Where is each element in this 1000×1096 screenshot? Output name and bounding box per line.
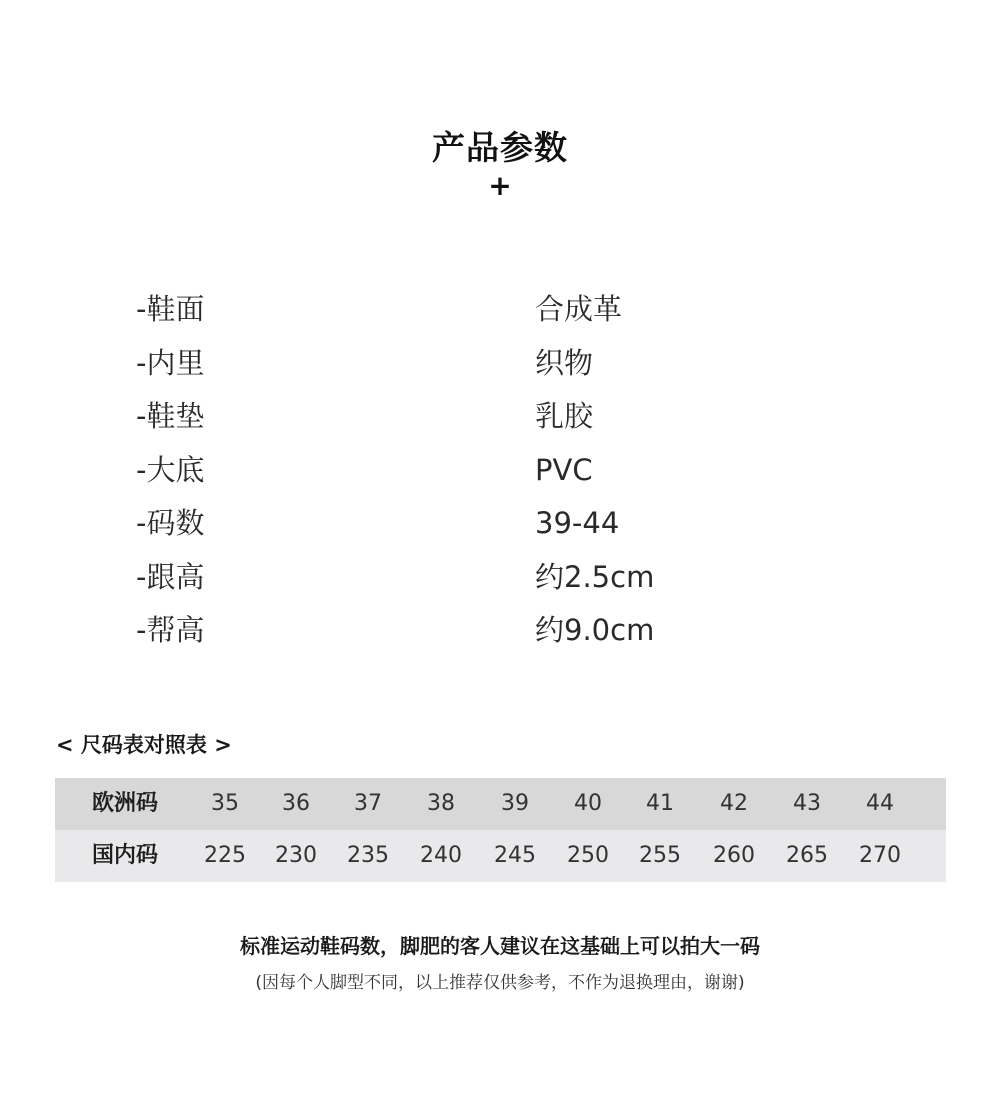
size-cell: 35 xyxy=(211,791,239,816)
param-value: 39-44 xyxy=(535,506,620,540)
size-cell: 43 xyxy=(793,791,821,816)
size-cell: 245 xyxy=(494,843,536,868)
size-cell: 41 xyxy=(646,791,674,816)
param-row-lining xyxy=(0,337,1000,391)
param-row-sizes xyxy=(0,497,1000,551)
param-value: 约2.5cm xyxy=(535,559,655,594)
size-cell: 40 xyxy=(574,791,602,816)
size-row-cn xyxy=(55,830,946,882)
param-value: 合成革 xyxy=(535,292,623,326)
page-title: 产品参数 xyxy=(432,128,568,167)
param-value: 织物 xyxy=(535,345,594,380)
param-row-shaft-height xyxy=(0,604,1000,658)
size-cell: 255 xyxy=(639,843,681,868)
param-label: -跟高 xyxy=(136,559,205,594)
param-row-upper xyxy=(0,283,1000,337)
param-value: 乳胶 xyxy=(535,399,594,433)
row-header: 欧洲码 xyxy=(92,791,159,816)
size-cell: 36 xyxy=(282,791,310,816)
size-cell: 235 xyxy=(347,843,389,868)
size-chart-table xyxy=(55,778,946,882)
size-row-eu xyxy=(55,778,946,830)
param-row-insole xyxy=(0,390,1000,444)
param-label: -帮高 xyxy=(136,613,205,647)
row-header: 国内码 xyxy=(92,843,159,868)
size-cell: 230 xyxy=(275,843,317,868)
size-cell: 42 xyxy=(720,791,748,816)
param-label: -内里 xyxy=(136,345,205,380)
param-label: -大底 xyxy=(136,452,205,487)
param-label: -鞋垫 xyxy=(136,399,205,433)
size-cell: 37 xyxy=(354,791,382,816)
size-chart-heading: < 尺码表对照表 > xyxy=(56,733,232,757)
param-row-outsole xyxy=(0,444,1000,498)
product-params-list xyxy=(0,283,1000,658)
size-cell: 240 xyxy=(420,843,462,868)
size-cell: 270 xyxy=(859,843,901,868)
size-cell: 265 xyxy=(786,843,828,868)
size-cell: 38 xyxy=(427,791,455,816)
param-label: -鞋面 xyxy=(136,292,205,326)
plus-icon: + xyxy=(488,169,512,202)
param-label: -码数 xyxy=(136,506,205,540)
size-cell: 39 xyxy=(501,791,529,816)
disclaimer-note: (因每个人脚型不同，以上推荐仅供参考，不作为退换理由，谢谢) xyxy=(255,973,745,993)
size-cell: 250 xyxy=(567,843,609,868)
size-cell: 44 xyxy=(866,791,894,816)
size-advice-note: 标准运动鞋码数，脚肥的客人建议在这基础上可以拍大一码 xyxy=(240,934,760,958)
param-value: 约9.0cm xyxy=(535,613,655,647)
param-value: PVC xyxy=(535,452,593,487)
size-cell: 260 xyxy=(713,843,755,868)
size-cell: 225 xyxy=(204,843,246,868)
param-row-heel-height xyxy=(0,551,1000,605)
